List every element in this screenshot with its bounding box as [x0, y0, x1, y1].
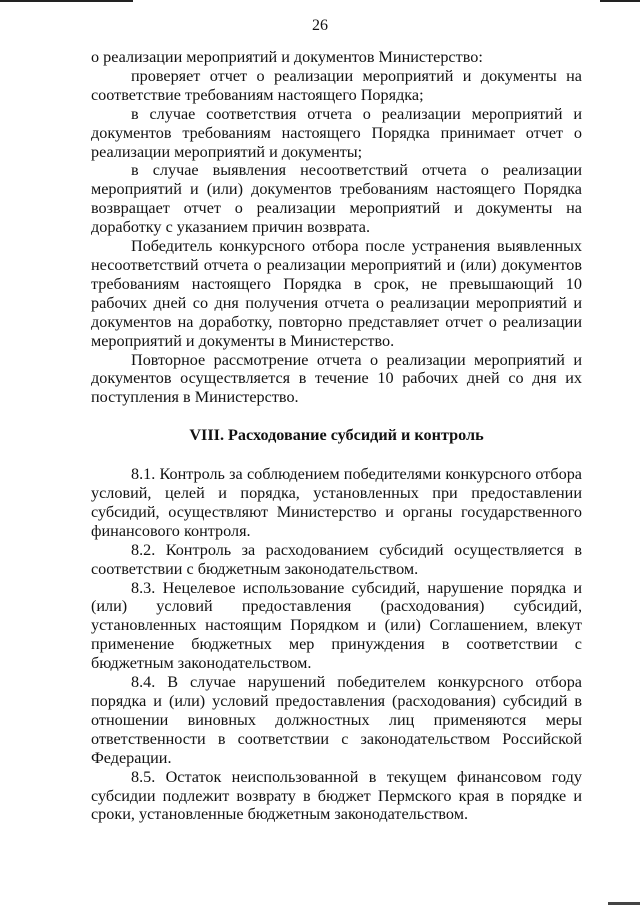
paragraph-repeat-review: Повторное рассмотрение отчета о реализации мероприятий и документов осуществляется в течение 10 рабочих дней со дня их поступления в Министерство. — [91, 350, 582, 407]
document-body — [91, 48, 582, 824]
paragraph-8-4: 8.4. В случае нарушений победителем конкурсного отбора порядка и (или) условий предоставления (расходования) субсидий в отношении виновных должностных лиц применяются меры ответственности в соответствии с законодательством Российской Федерации. — [91, 673, 582, 767]
paragraph-return-report: в случае выявления несоответствий отчета о реализации мероприятий и (или) документов требованиям настоящего Порядка возвращает отчет о реализации мероприятий и документы на доработку с указанием причин возврата. — [91, 161, 582, 237]
top-rule-left — [0, 0, 133, 2]
page-number: 26 — [312, 17, 328, 34]
paragraph-8-1: 8.1. Контроль за соблюдением победителями конкурсного отбора условий, целей и порядка, установленных при предоставлении субсидий, осуществляют Министерство и органы государственного финансового контроля. — [91, 465, 582, 540]
top-rule-right — [600, 0, 640, 2]
paragraph-8-3: 8.3. Нецелевое использование субсидий, нарушение порядка и (или) условий предоставления (расходования) субсидий, установленных настоящим Порядком и (или) Соглашением, влекут применение бюджетных мер принуждения в соответствии с бюджетным законодательством. — [91, 578, 582, 673]
paragraph-accept-report: в случае соответствия отчета о реализации мероприятий и документов требованиям настоящего Порядка принимает отчет о реализации мероприятий и документы; — [91, 104, 582, 161]
paragraph-8-5: 8.5. Остаток неиспользованной в текущем финансовом году субсидии подлежит возврату в бюджет Пермского края в порядке и сроки, установленные бюджетным законодательством. — [91, 767, 582, 824]
paragraph-continuation: о реализации мероприятий и документов Министерство: — [91, 48, 483, 66]
paragraph-check-report: проверяет отчет о реализации мероприятий и документы на соответствие требованиям настоящего Порядка; — [91, 66, 582, 104]
paragraph-8-2: 8.2. Контроль за расходованием субсидий осуществляется в соответствии с бюджетным законодательством. — [91, 540, 582, 578]
paragraph-resubmission: Победитель конкурсного отбора после устранения выявленных несоответствий отчета о реализации мероприятий и (или) документов требованиям настоящего Порядка в срок, не превышающий 10 рабочих дней со дня получения отчета о реализации мероприятий и документов на доработку, повторно представляет отчет о реализации мероприятий и документы в Министерство. — [91, 237, 582, 350]
section-heading: VIII. Расходование субсидий и контроль — [189, 426, 484, 445]
